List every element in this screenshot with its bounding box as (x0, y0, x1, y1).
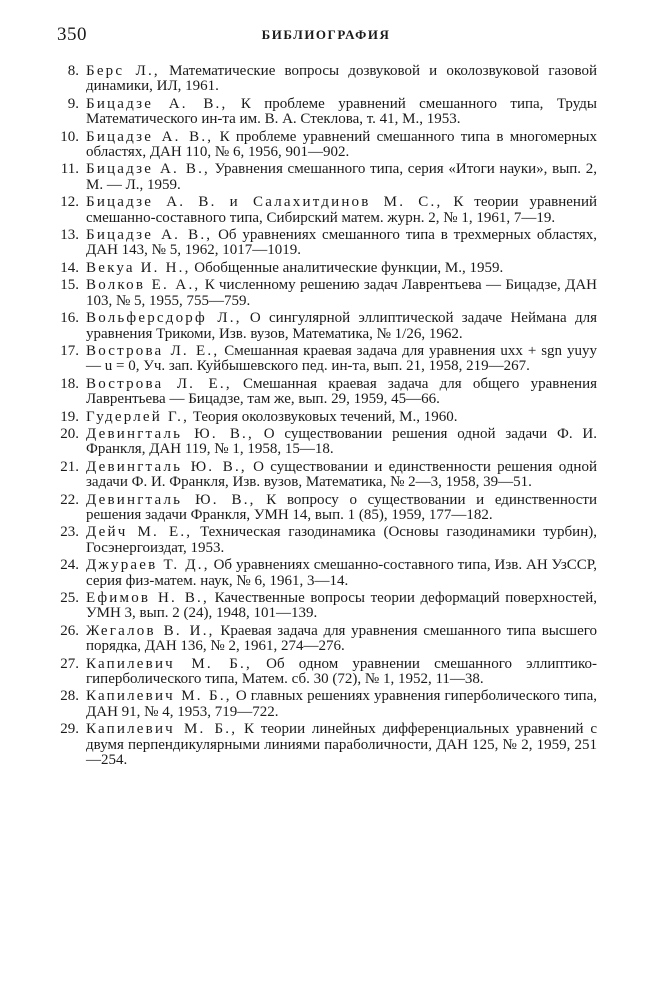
reference-body (86, 689, 597, 720)
reference-text: Об уравнениях смешанно-составного типа, Изв. АН УзССР, серия физ-матем. наук, № 6, 1961, 3—14. (86, 557, 597, 589)
reference-body (86, 427, 597, 458)
page-number: 350 (57, 24, 87, 45)
reference-author: Капилевич М. Б., (86, 721, 238, 738)
reference-author: Жегалов В. И., (86, 622, 215, 639)
reference-item (57, 624, 597, 655)
reference-text: Уравнения смешанного типа, серия «Итоги науки», вып. 2, М. — Л., 1959. (86, 161, 597, 193)
reference-text: Теория околозвуковых течений, М., 1960. (192, 408, 458, 425)
reference-item (57, 162, 597, 193)
reference-item (57, 195, 597, 226)
reference-item (57, 228, 597, 259)
reference-author: Вострова Л. Е., (86, 375, 232, 392)
reference-item (57, 344, 597, 375)
reference-body (86, 722, 597, 768)
reference-body (86, 97, 597, 128)
reference-number: 27. (60, 655, 79, 672)
reference-item (57, 591, 597, 622)
reference-author: Бицадзе А. В. и Салахитдинов М. С., (86, 194, 443, 211)
running-title: БИБЛИОГРАФИЯ (261, 27, 391, 42)
reference-body (86, 657, 597, 688)
reference-author: Гудерлей Г., (86, 408, 190, 425)
reference-number: 10. (60, 128, 79, 145)
reference-number: 21. (60, 458, 79, 475)
reference-author: Вольферсдорф Л., (86, 310, 242, 327)
reference-number: 19. (60, 408, 79, 425)
reference-body (86, 558, 597, 589)
reference-body (86, 228, 597, 259)
reference-number: 22. (60, 491, 79, 508)
reference-number: 14. (60, 259, 79, 276)
reference-number: 23. (60, 524, 79, 541)
reference-author: Капилевич М. Б., (86, 655, 252, 672)
reference-item (57, 278, 597, 309)
reference-number: 20. (60, 425, 79, 442)
reference-number: 28. (60, 688, 79, 705)
reference-author: Бицадзе А. В., (86, 95, 228, 112)
reference-author: Дейч М. Е., (86, 524, 193, 541)
reference-number: 25. (60, 590, 79, 606)
reference-number: 24. (60, 557, 79, 574)
reference-body (86, 525, 597, 556)
page-header (57, 24, 595, 48)
reference-number: 15. (60, 277, 79, 294)
reference-text: О существовании решения одной задачи Ф. И. Франкля, ДАН 119, № 1, 1958, 15—18. (86, 425, 597, 458)
reference-number: 29. (60, 721, 79, 738)
reference-text: К проблеме уравнений смешанного типа в многомерных областях, ДАН 110, № 6, 1956, 901—902. (86, 128, 597, 161)
reference-number: 18. (60, 375, 79, 392)
reference-text: Техническая газодинамика (Основы газодинамики турбин), Госэнергоиздат, 1953. (86, 524, 597, 556)
reference-body (86, 493, 597, 524)
reference-author: Ефимов Н. В., (86, 590, 209, 606)
reference-body (86, 624, 597, 655)
reference-number: 8. (67, 63, 79, 79)
reference-text: Об уравнениях смешанного типа в трехмерных областях, ДАН 143, № 5, 1962, 1017—1019. (86, 227, 597, 259)
reference-author: Бицадзе А. В., (86, 128, 214, 145)
reference-body (86, 130, 597, 161)
reference-item (57, 427, 597, 458)
reference-number: 26. (60, 622, 79, 639)
reference-author: Девингталь Ю. В., (86, 458, 247, 475)
reference-text: О главных решениях уравнения гиперболического типа, ДАН 91, № 4, 1953, 719—722. (86, 688, 597, 720)
reference-author: Капилевич М. Б., (86, 688, 232, 705)
reference-item (57, 558, 597, 589)
reference-number: 17. (60, 342, 79, 359)
reference-body (86, 377, 597, 408)
reference-item (57, 377, 597, 408)
reference-number: 9. (67, 95, 79, 112)
reference-text: Смешанная краевая задача для уравнения uxx + sgn yuyy — u = 0, Уч. зап. Куйбышевского пед. ин-та, вып. 21, 1958, 219—267. (86, 342, 598, 375)
reference-item (57, 130, 597, 161)
reference-author: Вострова Л. Е., (86, 342, 220, 359)
reference-item (57, 311, 597, 342)
reference-author: Джураев Т. Д., (86, 557, 210, 574)
reference-author: Берс Л., (86, 63, 160, 79)
reference-item (57, 460, 597, 491)
reference-item (57, 493, 597, 524)
reference-body (86, 410, 597, 425)
reference-body (86, 162, 597, 193)
reference-text: Математические вопросы дозвуковой и околозвуковой газовой динамики, ИЛ, 1961. (86, 63, 598, 95)
reference-text: К теории уравнений смешанно-составного типа, Сибирский матем. журн. 2, № 1, 1961, 7—19. (86, 194, 597, 226)
reference-body (86, 64, 597, 95)
reference-body (86, 344, 597, 375)
reference-body (86, 460, 597, 491)
reference-author: Бицадзе А. В., (86, 161, 210, 178)
reference-text: О существовании и единственности решения одной задачи Ф. И. Франкля, Изв. вузов, Математика, № 2—3, 1958, 39—51. (86, 458, 597, 491)
reference-body (86, 261, 597, 276)
reference-item (57, 410, 597, 425)
reference-item (57, 722, 597, 768)
reference-text: К численному решению задач Лаврентьева — Бицадзе, ДАН 103, № 5, 1955, 755—759. (86, 277, 597, 309)
reference-text: Краевая задача для уравнения смешанного типа высшего порядка, ДАН 136, № 2, 1961, 274—276. (86, 622, 598, 655)
reference-text: Смешанная краевая задача для общего уравнения Лаврентьева — Бицадзе, там же, вып. 29, 1959, 45—66. (86, 375, 598, 408)
reference-author: Девингталь Ю. В., (86, 491, 256, 508)
reference-text: Об одном уравнении смешанного эллиптико-гиперболического типа, Матем. сб. 30 (72), № 1, 1952, 11—38. (86, 655, 597, 688)
reference-body (86, 195, 597, 226)
reference-number: 12. (60, 194, 79, 211)
reference-number: 11. (60, 161, 79, 178)
reference-text: Качественные вопросы теории деформаций поверхностей, УМН 3, вып. 2 (24), 1948, 101—139. (86, 590, 598, 622)
reference-item (57, 689, 597, 720)
reference-item (57, 657, 597, 688)
reference-number: 16. (60, 310, 79, 327)
reference-item (57, 525, 597, 556)
reference-text: К вопросу о существовании и единственности решения задачи Франкля, УМН 14, вып. 1 (85), 1959, 177—182. (86, 491, 597, 523)
reference-text: Обобщенные аналитические функции, М., 1959. (194, 259, 504, 276)
reference-item (57, 64, 597, 95)
reference-author: Девингталь Ю. В., (86, 425, 254, 442)
reference-text: К теории линейных дифференциальных уравнений с двумя перпендикулярными линиями параболичности, ДАН 125, № 2, 1959, 251—254. (86, 721, 597, 769)
reference-text: О сингулярной эллиптической задаче Неймана для уравнения Трикоми, Изв. вузов, Математика, № 1/26, 1962. (86, 310, 597, 342)
reference-author: Бицадзе А. В., (86, 227, 213, 244)
reference-author: Векуа И. Н., (86, 259, 191, 276)
reference-body (86, 278, 597, 309)
reference-item (57, 261, 597, 276)
bibliography-list (57, 64, 597, 768)
reference-item (57, 97, 597, 128)
reference-body (86, 591, 597, 622)
reference-text: К проблеме уравнений смешанного типа, Труды Математического ин-та им. В. А. Стеклова, т. 41, М., 1953. (86, 95, 597, 128)
reference-number: 13. (60, 227, 79, 244)
reference-author: Волков Е. А., (86, 277, 201, 294)
reference-body (86, 311, 597, 342)
